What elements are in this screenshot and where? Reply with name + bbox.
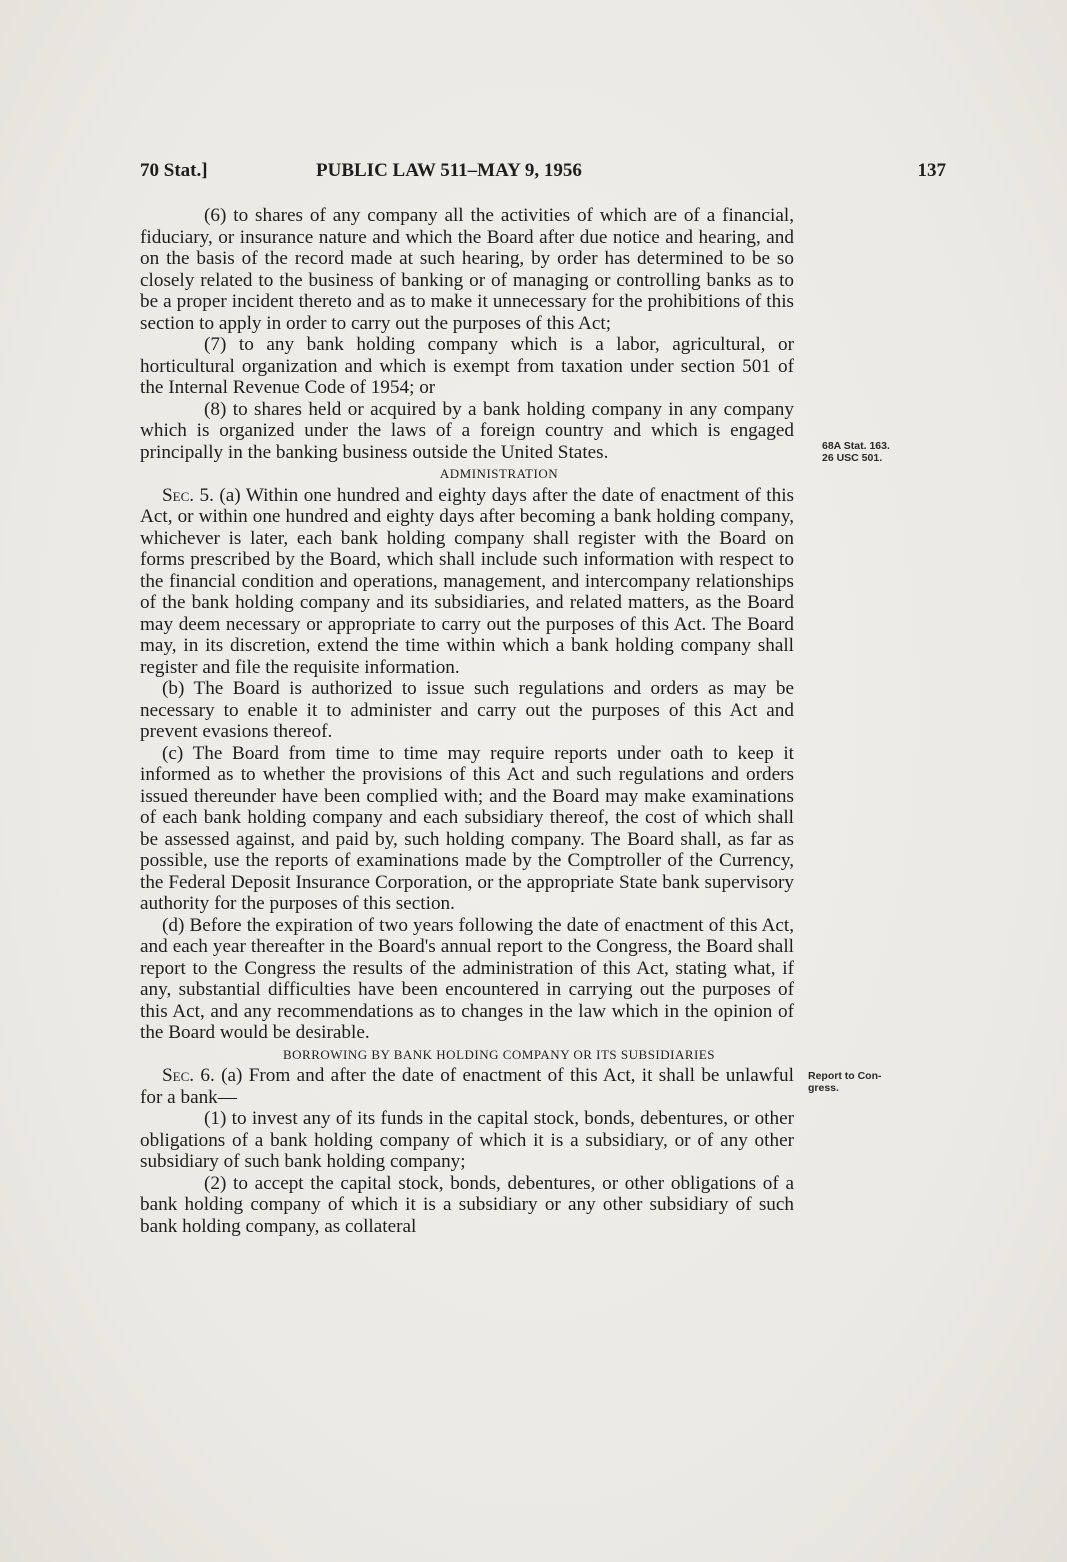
page-number: 137 [917, 160, 946, 181]
running-title: PUBLIC LAW 511–MAY 9, 1956 [316, 160, 582, 181]
section-5a-text: (a) Within one hundred and eighty days after the date of enactment of this Act, or within one hundred and eighty days after becoming a bank holding company, whichever is later, each bank holding company shall register with the Board on forms prescribed by the Board, which shall include such information with respect to the financial condition and operations, management, and intercompany relationships of the bank holding company and its subsidiaries, and related matters, as the Board may deem necessary or appropriate to carry out the purposes of this Act. The Board may, in its discretion, extend the time within which a bank holding company shall register and file the requisite information. [140, 484, 794, 678]
section-6a-text: (a) From and after the date of enactment of this Act, it shall be unlawful for a bank— [140, 1065, 794, 1108]
section-heading-borrowing: BORROWING BY BANK HOLDING COMPANY OR ITS SUBSIDIARIES [282, 1046, 716, 1062]
section-5-label: Sec. 5. [162, 484, 214, 506]
section-5c: (c) The Board from time to time may require reports under oath to keep it informed as to whether the provisions of this Act and such regulations and orders issued thereunder have been complied with; and the Board may make examinations of each bank holding company and each subsidiary thereof, the cost of which shall be assessed against, and paid by, such holding company. The Board shall, as far as possible, use the reports of examinations made by the Comptroller of the Currency, the Federal Deposit Insurance Corporation, or the appropriate State bank supervisory authority for the purposes of this section. [140, 742, 794, 914]
section-5b: (b) The Board is authorized to issue such regulations and orders as may be necessary to enable it to administer and carry out the purposes of this Act and prevent evasions thereof. [140, 678, 794, 742]
page-header [140, 160, 946, 184]
paragraph-7: (7) to any bank holding company which is a labor, agricultural, or horticultural organization and which is exempt from taxation under section 501 of the Internal Revenue Code of 1954; or [140, 334, 794, 398]
section-5d: (d) Before the expiration of two years following the date of enactment of this Act, and each year thereafter in the Board's annual report to the Congress, the Board shall report to the Congress the results of the administration of this Act, stating what, if any, substantial difficulties have been encountered in carrying out the purposes of this Act, and any recommendations as to changes in the law which in the opinion of the Board would be desirable. [140, 914, 794, 1043]
section-5a [140, 485, 794, 679]
section-6a [140, 1065, 794, 1108]
statute-volume: 70 Stat.] [140, 160, 208, 181]
section-heading-administration: ADMINISTRATION [439, 466, 559, 481]
margin-note-line: 68A Stat. 163. [822, 440, 890, 452]
paragraph-8: (8) to shares held or acquired by a bank holding company in any company which is organized under the laws of a foreign country and which is engaged principally in the banking business outside the United States. [140, 398, 794, 463]
margin-note-line: 26 USC 501. [822, 452, 883, 464]
section-6-item-1: (1) to invest any of its funds in the capital stock, bonds, debentures, or other obligations of a bank holding company of which it is a subsidiary, or of any other subsidiary of such bank holding company; [140, 1108, 794, 1172]
margin-report-note [808, 1070, 882, 1094]
margin-note-line: gress. [808, 1082, 839, 1094]
section-6-item-2: (2) to accept the capital stock, bonds, debentures, or other obligations of a bank holding company of which it is a subsidiary or any other subsidiary of such bank holding company, as collateral [140, 1172, 794, 1237]
paragraph-6: (6) to shares of any company all the activities of which are of a financial, fiduciary, or insurance nature and which the Board after due notice and hearing, and on the basis of the record made at such hearing, by order has determined to be so closely related to the business of banking or of managing or controlling banks as to be a proper incident thereto and as to make it unnecessary for the prohibitions of this section to apply in order to carry out the purposes of this Act; [140, 205, 794, 334]
margin-citation-note [822, 440, 890, 464]
margin-note-line: Report to Con- [808, 1070, 882, 1082]
body-text [140, 205, 794, 1237]
section-6-label: Sec. 6. [162, 1065, 215, 1086]
